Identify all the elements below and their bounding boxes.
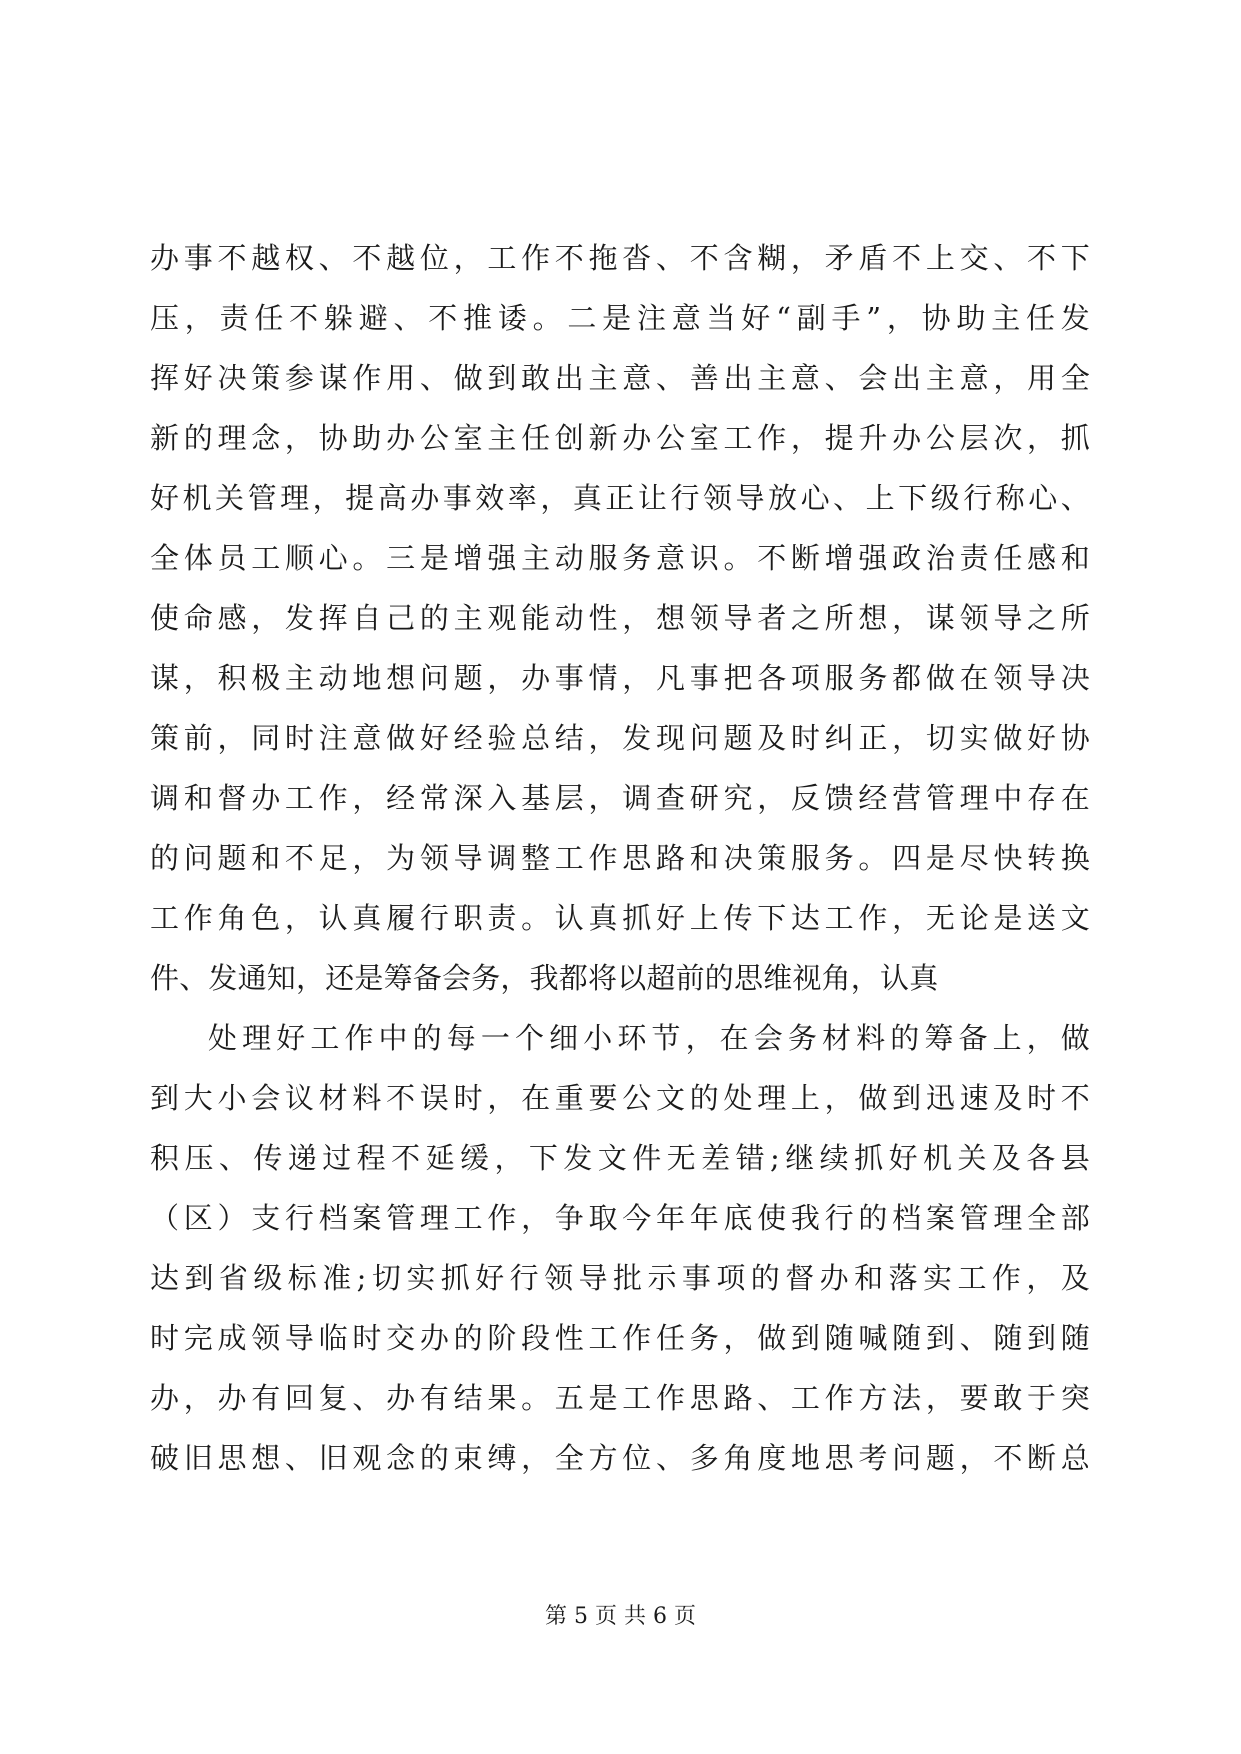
text-line: 挥好决策参谋作用、做到敢出主意、善出主意、会出主意，用全 bbox=[150, 361, 1090, 395]
text-line: 压，责任不躲避、不推诿。二是注意当好“副手”，协助主任发 bbox=[150, 301, 1090, 335]
text-line: 谋，积极主动地想问题，办事情，凡事把各项服务都做在领导决 bbox=[150, 661, 1090, 695]
text-line: 积压、传递过程不延缓，下发文件无差错;继续抓好机关及各县 bbox=[150, 1141, 1090, 1175]
text-line: 工作角色，认真履行职责。认真抓好上传下达工作，无论是送文 bbox=[150, 901, 1090, 935]
text-line: 时完成领导临时交办的阶段性工作任务，做到随喊随到、随到随 bbox=[150, 1321, 1090, 1355]
text-line: 策前，同时注意做好经验总结，发现问题及时纠正，切实做好协 bbox=[150, 721, 1090, 755]
body-text bbox=[150, 228, 1090, 1488]
text-line: 好机关管理，提高办事效率，真正让行领导放心、上下级行称心、 bbox=[150, 481, 1090, 515]
text-line: 的问题和不足，为领导调整工作思路和决策服务。四是尽快转换 bbox=[150, 841, 1090, 875]
text-line: 办，办有回复、办有结果。五是工作思路、工作方法，要敢于突 bbox=[150, 1381, 1090, 1415]
text-line: 办事不越权、不越位，工作不拖沓、不含糊，矛盾不上交、不下 bbox=[150, 241, 1090, 275]
text-line: 处理好工作中的每一个细小环节，在会务材料的筹备上，做 bbox=[208, 1021, 1090, 1055]
text-line: 新的理念，协助办公室主任创新办公室工作，提升办公层次，抓 bbox=[150, 421, 1090, 455]
text-line: 达到省级标准;切实抓好行领导批示事项的督办和落实工作，及 bbox=[150, 1261, 1090, 1295]
text-line: 到大小会议材料不误时，在重要公文的处理上，做到迅速及时不 bbox=[150, 1081, 1090, 1115]
text-line: 破旧思想、旧观念的束缚，全方位、多角度地思考问题，不断总 bbox=[150, 1441, 1090, 1475]
text-line: （区）支行档案管理工作，争取今年年底使我行的档案管理全部 bbox=[150, 1201, 1090, 1235]
text-line: 使命感，发挥自己的主观能动性，想领导者之所想，谋领导之所 bbox=[150, 601, 1090, 635]
text-line: 件、发通知，还是筹备会务，我都将以超前的思维视角，认真 bbox=[150, 961, 939, 995]
page-number-footer: 第 5 页 共 6 页 bbox=[545, 1604, 696, 1629]
text-line: 调和督办工作，经常深入基层，调查研究，反馈经营管理中存在 bbox=[150, 781, 1090, 815]
text-line: 全体员工顺心。三是增强主动服务意识。不断增强政治责任感和 bbox=[150, 541, 1090, 575]
